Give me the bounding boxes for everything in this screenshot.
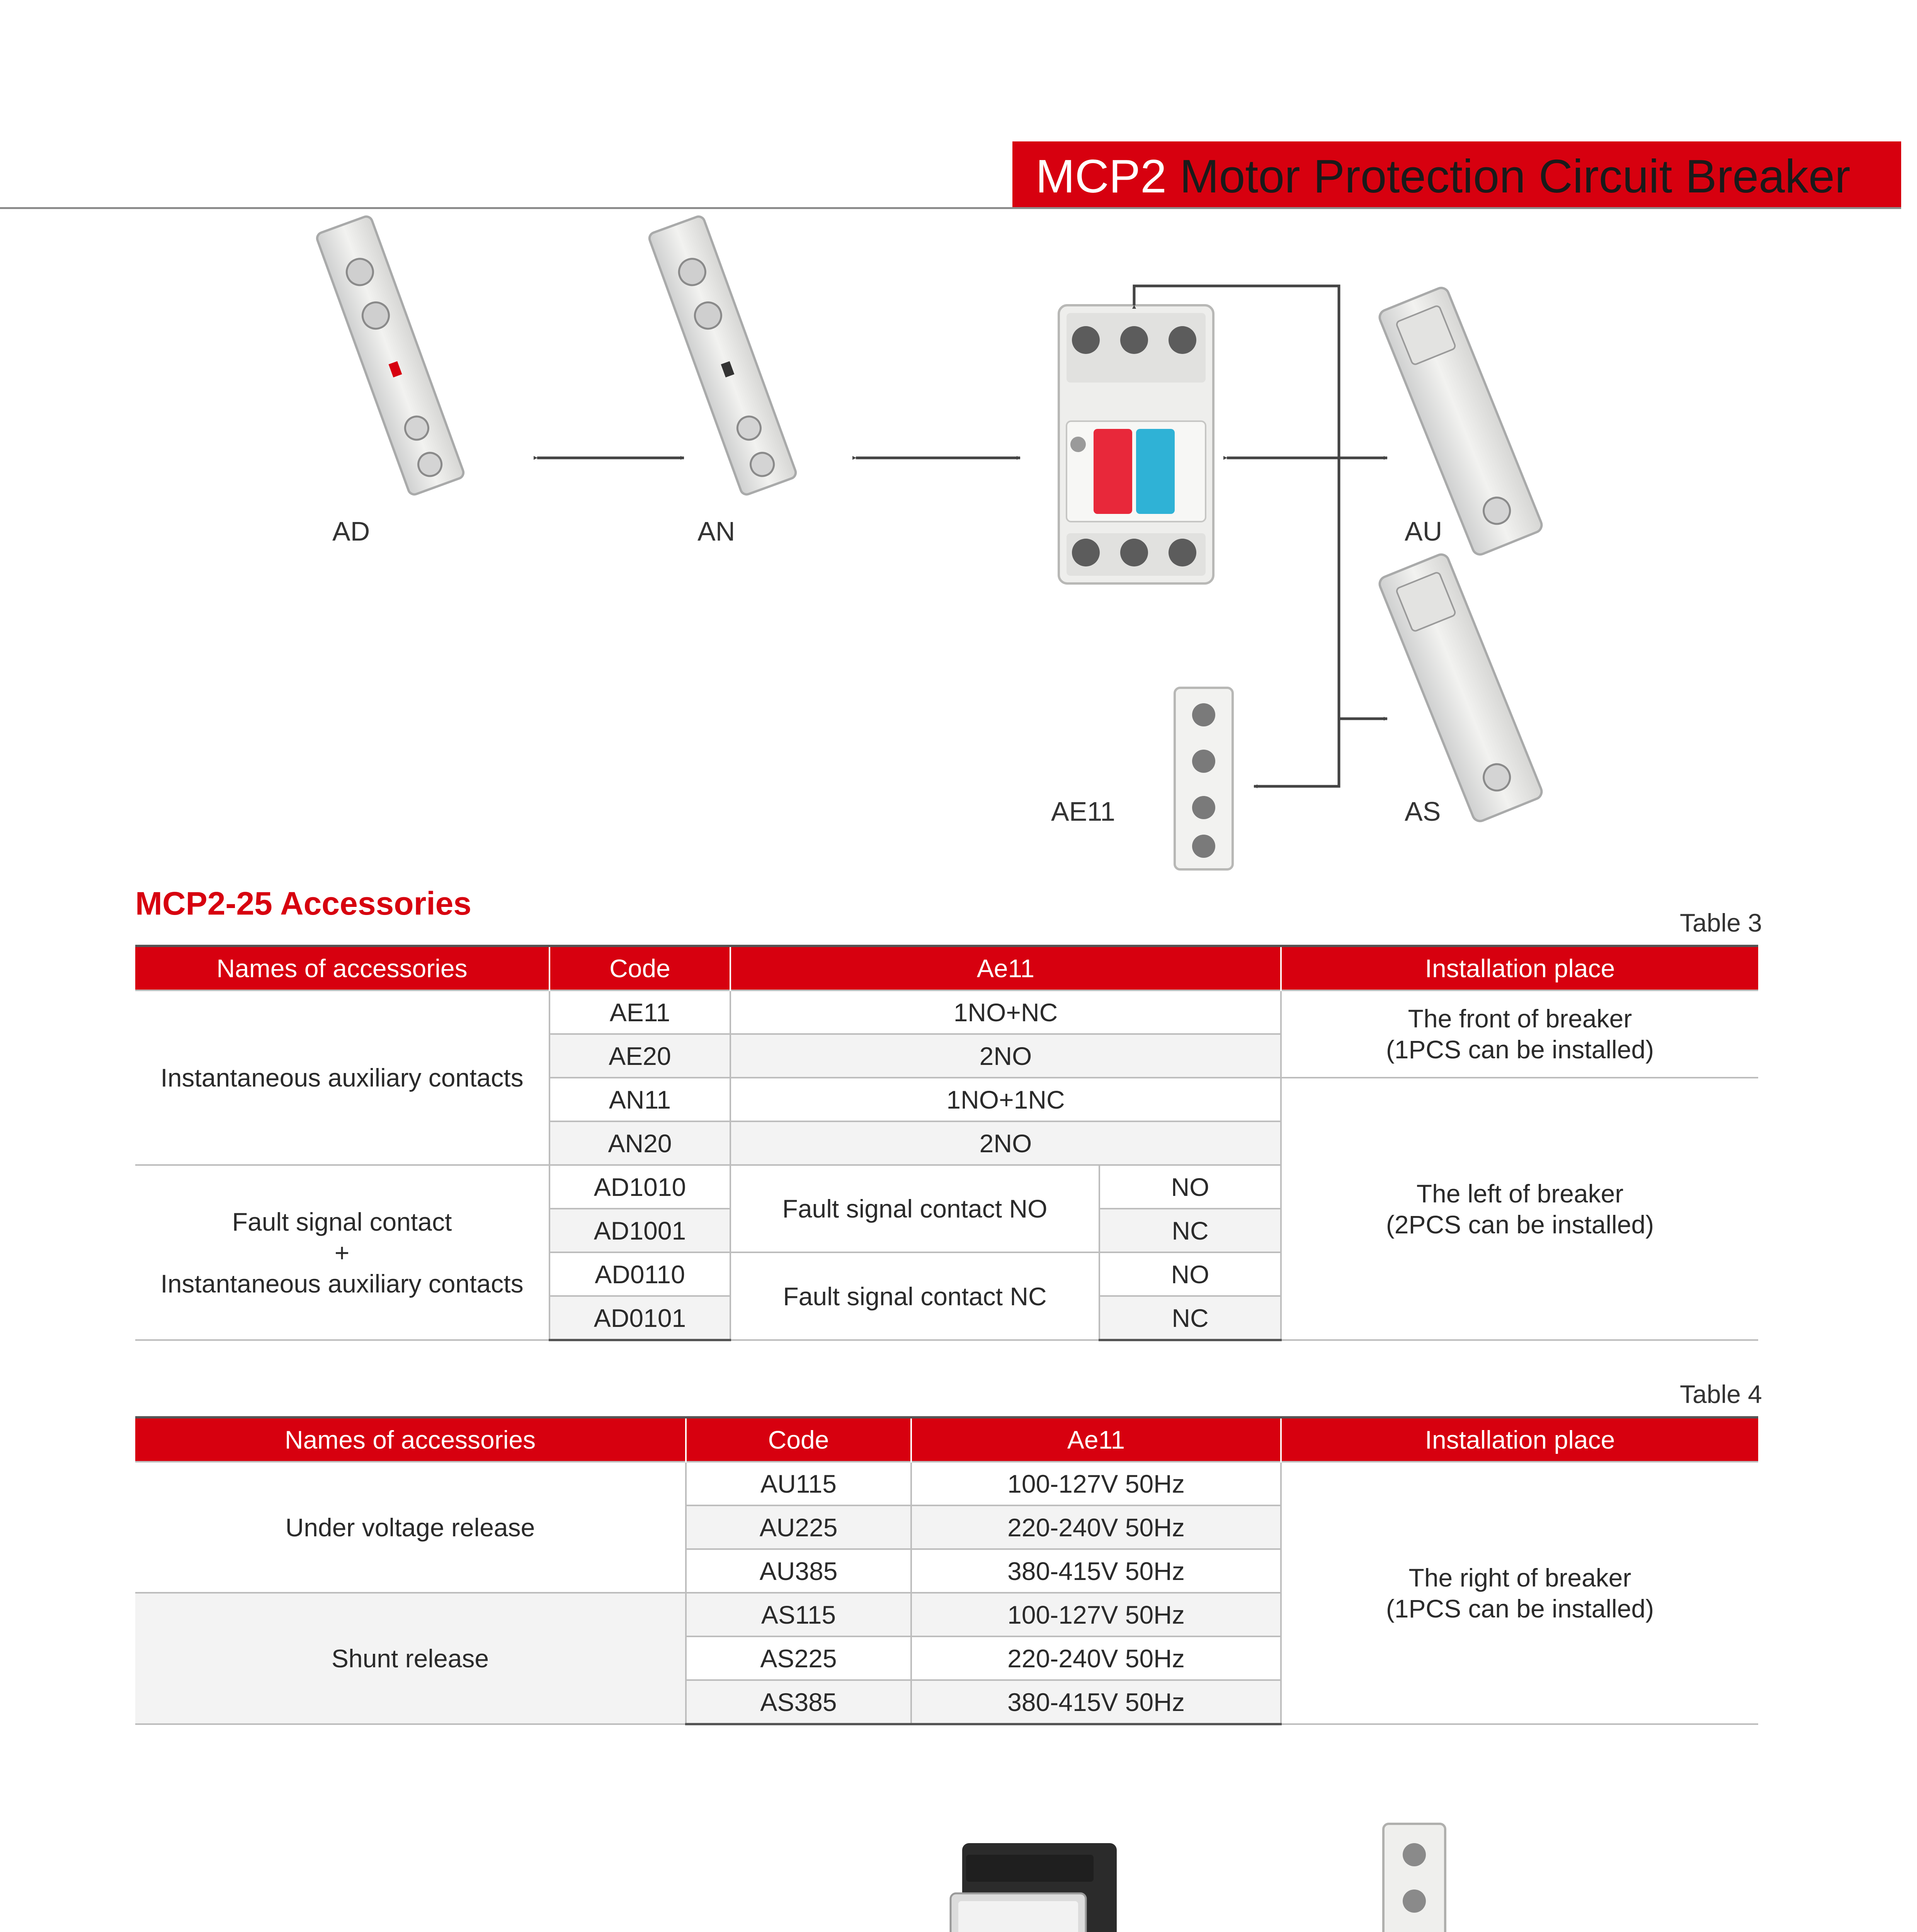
- table-3: [135, 945, 1758, 1341]
- table-row: [135, 990, 1758, 1034]
- table4-label: Table 4: [1680, 1380, 1762, 1408]
- table3-code: AD0110: [549, 1252, 730, 1296]
- label-ae11: AE11: [1051, 796, 1116, 827]
- table3-value: 2NO: [730, 1121, 1281, 1165]
- table4-value: 100-127V 50Hz: [911, 1593, 1281, 1636]
- table3-contact: NO: [1099, 1165, 1281, 1209]
- table4-header-install: Installation place: [1281, 1417, 1758, 1462]
- table3-install-left: [1281, 1078, 1758, 1340]
- table3-header-name: Names of accessories: [135, 946, 549, 990]
- group-line: +: [334, 1238, 350, 1267]
- title-model: MCP2: [1036, 150, 1167, 202]
- table3-fault-nc: Fault signal contact NC: [730, 1252, 1099, 1340]
- table4-header-ae11: Ae11: [911, 1417, 1281, 1462]
- label-an: AN: [697, 516, 735, 546]
- table3-code: AE20: [549, 1034, 730, 1078]
- table3-header-row: [135, 946, 1758, 990]
- install-line: (1PCS can be installed): [1386, 1035, 1654, 1064]
- ae11-module-image: [1175, 688, 1233, 869]
- table4-group1-name: Under voltage release: [135, 1462, 686, 1593]
- table4-value: 380-415V 50Hz: [911, 1549, 1281, 1593]
- connector-arrows: [537, 286, 1387, 786]
- section-title-25: MCP2-25 Accessories: [135, 885, 472, 922]
- table4-value: 220-240V 50Hz: [911, 1636, 1281, 1680]
- title-name: Motor Protection Circuit Breaker: [1179, 150, 1851, 202]
- table3-fault-no: Fault signal contact NO: [730, 1165, 1099, 1252]
- table4-code: AU115: [686, 1462, 911, 1505]
- accessory-diagram-80: [0, 1777, 1917, 1932]
- au-module-image: [1378, 286, 1544, 557]
- table3-value: 2NO: [730, 1034, 1281, 1078]
- table3-code: AN11: [549, 1078, 730, 1121]
- group-line: Fault signal contact: [232, 1207, 452, 1236]
- table3-code: AD0101: [549, 1296, 730, 1340]
- table3-group1-name: Instantaneous auxiliary contacts: [135, 990, 549, 1165]
- table3-contact: NC: [1099, 1209, 1281, 1252]
- table4-value: 380-415V 50Hz: [911, 1680, 1281, 1724]
- table4-code: AS115: [686, 1593, 911, 1636]
- table4-value: 220-240V 50Hz: [911, 1505, 1281, 1549]
- accessory-diagram-25: [0, 0, 1917, 889]
- table3-group2-name: [135, 1165, 549, 1340]
- table3-header-install: Installation place: [1281, 946, 1758, 990]
- table3-contact: NO: [1099, 1252, 1281, 1296]
- install-line: (1PCS can be installed): [1386, 1594, 1654, 1623]
- table3-install-front: [1281, 990, 1758, 1078]
- install-line: The front of breaker: [1408, 1004, 1632, 1033]
- install-line: The right of breaker: [1408, 1563, 1631, 1592]
- table4-code: AS385: [686, 1680, 911, 1724]
- ad-module-image: [315, 215, 465, 496]
- table3-header-code: Code: [549, 946, 730, 990]
- table-row: [135, 1462, 1758, 1505]
- table3-code: AD1001: [549, 1209, 730, 1252]
- as-module-image: [1378, 552, 1544, 823]
- mcp2-80-breaker-image: [951, 1843, 1117, 1932]
- table3-value: 1NO+1NC: [730, 1078, 1281, 1121]
- mcp2-25-breaker-image: [1059, 305, 1213, 583]
- table4-header-row: [135, 1417, 1758, 1462]
- table3-contact: NC: [1099, 1296, 1281, 1340]
- table4-install: [1281, 1462, 1758, 1724]
- table4-code: AU385: [686, 1549, 911, 1593]
- table4-group2-name: Shunt release: [135, 1593, 686, 1724]
- an-module-image: [648, 215, 797, 496]
- label-ad: AD: [332, 516, 370, 546]
- group-line: Instantaneous auxiliary contacts: [160, 1269, 524, 1298]
- install-line: The left of breaker: [1416, 1179, 1624, 1208]
- table4-code: AS225: [686, 1636, 911, 1680]
- install-line: (2PCS can be installed): [1386, 1210, 1654, 1239]
- table4-header-name: Names of accessories: [135, 1417, 686, 1462]
- label-as: AS: [1405, 796, 1441, 827]
- table-4: [135, 1416, 1758, 1725]
- table3-code: AE11: [549, 990, 730, 1034]
- table3-code: AN20: [549, 1121, 730, 1165]
- table3-header-ae11: Ae11: [730, 946, 1281, 990]
- table4-value: 100-127V 50Hz: [911, 1462, 1281, 1505]
- label-au: AU: [1405, 516, 1442, 546]
- table3-label: Table 3: [1680, 908, 1762, 937]
- table3-value: 1NO+NC: [730, 990, 1281, 1034]
- a01-a02-module-image: [1383, 1824, 1445, 1932]
- table4-header-code: Code: [686, 1417, 911, 1462]
- table4-code: AU225: [686, 1505, 911, 1549]
- table3-code: AD1010: [549, 1165, 730, 1209]
